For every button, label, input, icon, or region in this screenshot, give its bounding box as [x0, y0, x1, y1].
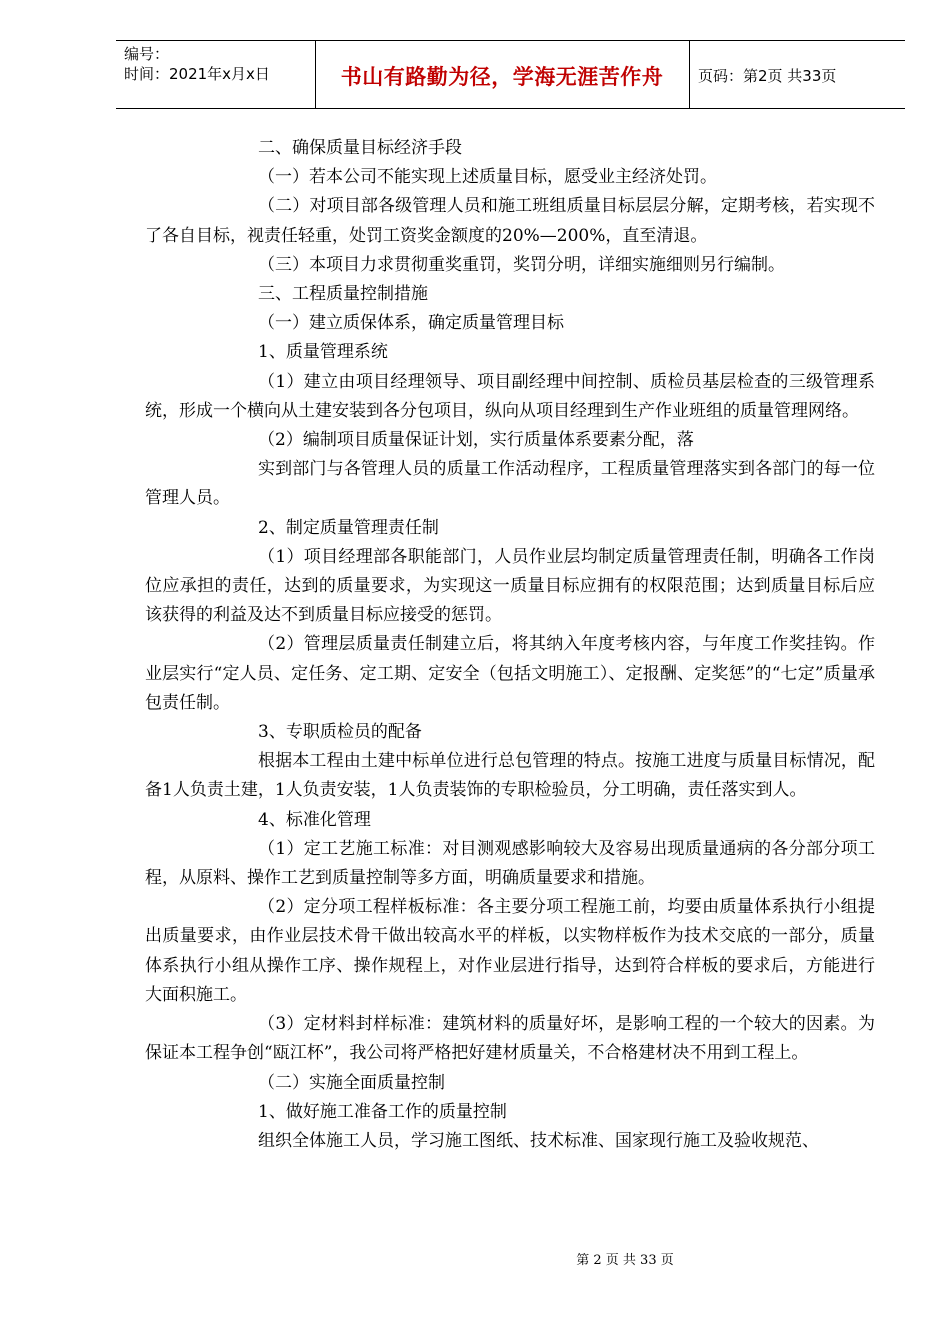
subsection-heading: 3、专职质检员的配备 — [258, 722, 422, 743]
page-footer: 第 2 页 共 33 页 — [576, 1253, 674, 1268]
paragraph: （3）定材料封样标准：建筑材料的质量好坏，是影响工程的一个较大的因素。为保证本工程争创“瓯江杯”，我公司将严格把好建材质量关，不合格建材决不用到工程上。 — [145, 1014, 875, 1064]
subsection-heading: （二）实施全面质量控制 — [258, 1072, 445, 1093]
subsection-heading: （一）建立质保体系，确定质量管理目标 — [258, 313, 564, 334]
page-header — [116, 40, 905, 109]
paragraph: （2）管理层质量责任制建立后，将其纳入年度考核内容，与年度工作奖挂钩。作业层实行“定人员、定任务、定工期、定安全（包括文明施工）、定报酬、定奖惩”的“七定”质量承包责任制。 — [145, 634, 875, 713]
subsection-heading: 4、标准化管理 — [258, 809, 371, 830]
subsection-heading: 1、质量管理系统 — [258, 342, 388, 363]
paragraph: （2）定分项工程样板标准：各主要分项工程施工前，均要由质量体系执行小组提出质量要求，由作业层技术骨干做出较高水平的样板，以实物样板作为技术交底的一部分，质量体系执行小组从操作工序、操作规程上，对作业层进行指导，达到符合样板的要求后，方能进行大面积施工。 — [145, 897, 875, 1005]
header-motto-cell — [315, 41, 690, 108]
document-number-label: 编号： — [124, 45, 170, 63]
document-body — [145, 134, 875, 1156]
paragraph: 实到部门与各管理人员的质量工作活动程序，工程质量管理落实到各部门的每一位管理人员。 — [145, 459, 875, 509]
paragraph: （一）若本公司不能实现上述质量目标，愿受业主经济处罚。 — [258, 167, 717, 188]
paragraph: （1）建立由项目经理领导、项目副经理中间控制、质检员基层检查的三级管理系统，形成一个横向从土建安装到各分包项目，纵向从项目经理到生产作业班组的质量管理网络。 — [145, 371, 875, 421]
paragraph: （2）编制项目质量保证计划，实行质量体系要素分配，落 — [258, 430, 694, 451]
document-date-label: 时间：2021年x月x日 — [124, 65, 270, 83]
header-page-cell — [690, 41, 905, 108]
subsection-heading: 1、做好施工准备工作的质量控制 — [258, 1101, 507, 1122]
section-heading: 二、确保质量目标经济手段 — [258, 138, 462, 158]
header-page-code: 页码：第2页 共33页 — [698, 67, 837, 85]
header-meta-cell — [116, 41, 316, 108]
paragraph: （1）定工艺施工标准：对目测观感影响较大及容易出现质量通病的各分部分项工程，从原料、操作工艺到质量控制等多方面，明确质量要求和措施。 — [145, 838, 875, 889]
paragraph: 根据本工程由土建中标单位进行总包管理的特点。按施工进度与质量目标情况，配备1人负责土建，1人负责安装，1人负责装饰的专职检验员，分工明确，责任落实到人。 — [145, 751, 875, 801]
section-heading: 三、工程质量控制措施 — [258, 284, 428, 305]
subsection-heading: 2、制定质量管理责任制 — [258, 517, 439, 538]
paragraph: （三）本项目力求贯彻重奖重罚，奖罚分明，详细实施细则另行编制。 — [258, 254, 785, 275]
paragraph: （1）项目经理部各职能部门，人员作业层均制定质量管理责任制，明确各工作岗位应承担的责任，达到的质量要求，为实现这一质量目标应拥有的权限范围；达到质量目标后应该获得的利益及达不到质量目标应接受的惩罚。 — [145, 546, 875, 626]
paragraph: 组织全体施工人员，学习施工图纸、技术标准、国家现行施工及验收规范、 — [258, 1130, 819, 1151]
paragraph: （二）对项目部各级管理人员和施工班组质量目标层层分解，定期考核，若实现不了各自目标，视责任轻重，处罚工资奖金额度的20%—200%，直至清退。 — [145, 196, 875, 246]
header-motto: 书山有路勤为径，学海无涯苦作舟 — [340, 65, 664, 89]
